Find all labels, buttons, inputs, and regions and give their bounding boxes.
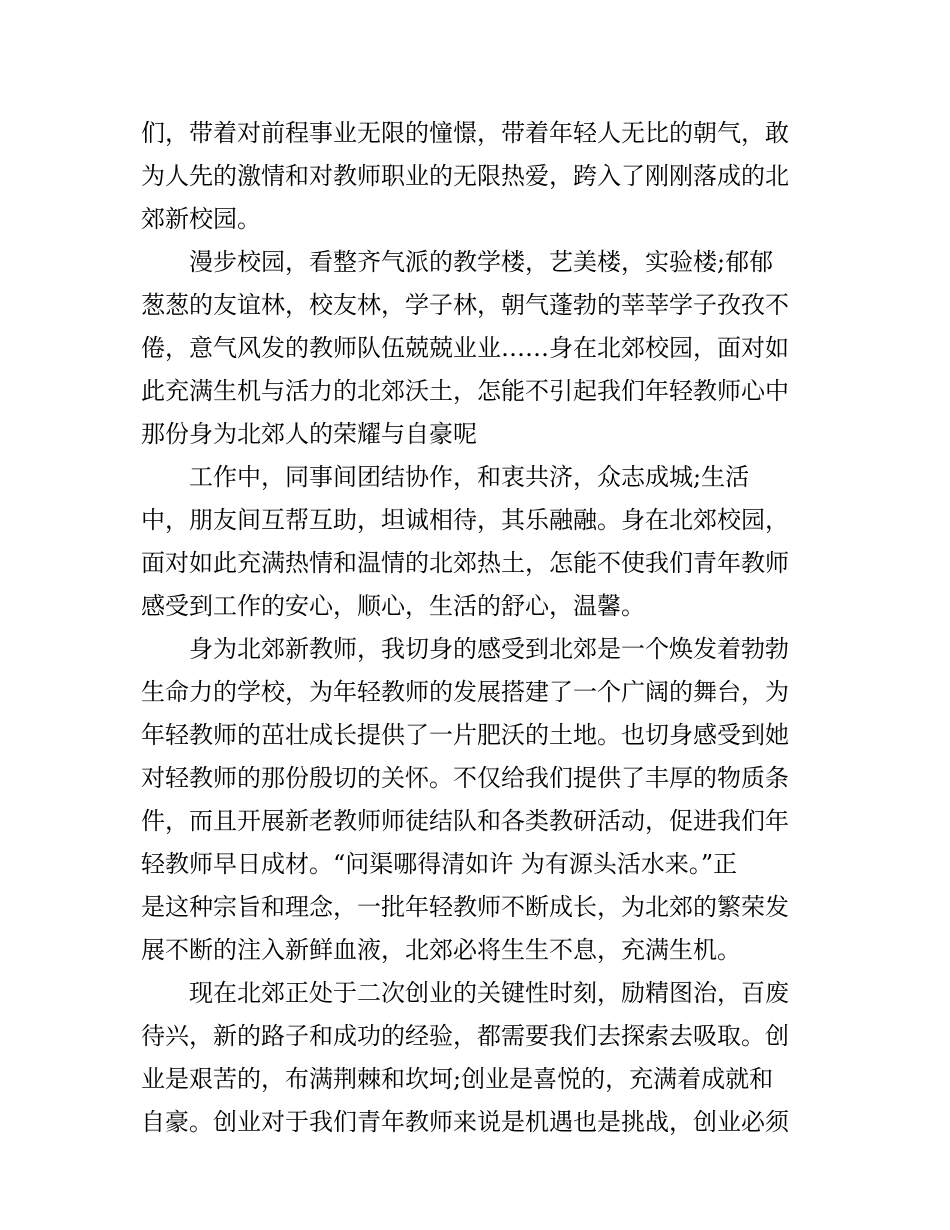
text-line: 轻教师早日成材。“问渠哪得清如许 为有源头活水来。”正 — [141, 850, 738, 878]
text-line: 为人先的激情和对教师职业的无限热爱，跨入了刚刚落成的北 — [141, 162, 789, 190]
text-line: 业是艰苦的，布满荆棘和坎坷;创业是喜悦的，充满着成就和 — [141, 1065, 774, 1093]
text-line: 件，而且开展新老教师师徒结队和各类教研活动，促进我们年 — [141, 807, 789, 835]
paragraph — [141, 112, 813, 241]
text-line: 们，带着对前程事业无限的憧憬，带着年轻人无比的朝气，敢 — [141, 119, 789, 147]
text-line: 此充满生机与活力的北郊沃土，怎能不引起我们年轻教师心中 — [141, 377, 789, 405]
text-line: 工作中，同事间团结协作，和衷共济，众志成城;生活 — [189, 463, 750, 491]
text-line: 生命力的学校，为年轻教师的发展搭建了一个广阔的舞台，为 — [141, 678, 789, 706]
text-line: 那份身为北郊人的荣耀与自豪呢 — [141, 420, 477, 448]
text-line: 现在北郊正处于二次创业的关键性时刻，励精图治，百废 — [189, 979, 789, 1007]
paragraph — [141, 972, 813, 1144]
text-line: 感受到工作的安心，顺心，生活的舒心，温馨。 — [141, 592, 645, 620]
paragraph — [141, 241, 813, 456]
text-line: 葱葱的友谊林，校友林，学子林，朝气蓬勃的莘莘学子孜孜不 — [141, 291, 789, 319]
text-line: 展不断的注入新鲜血液，北郊必将生生不息，充满生机。 — [141, 936, 741, 964]
paragraph — [141, 628, 813, 972]
text-line: 待兴，新的路子和成功的经验，都需要我们去探索去吸取。创 — [141, 1022, 789, 1050]
text-line: 郊新校园。 — [141, 205, 261, 233]
text-line: 对轻教师的那份殷切的关怀。不仅给我们提供了丰厚的物质条 — [141, 764, 789, 792]
text-line: 身为北郊新教师，我切身的感受到北郊是一个焕发着勃勃 — [189, 635, 789, 663]
text-line: 漫步校园，看整齐气派的教学楼，艺美楼，实验楼;郁郁 — [189, 248, 774, 276]
text-line: 中，朋友间互帮互助，坦诚相待，其乐融融。身在北郊校园， — [141, 506, 789, 534]
text-line: 自豪。创业对于我们青年教师来说是机遇也是挑战，创业必须 — [141, 1108, 789, 1136]
paragraph — [141, 456, 813, 628]
text-line: 面对如此充满热情和温情的北郊热土，怎能不使我们青年教师 — [141, 549, 789, 577]
text-line: 年轻教师的茁壮成长提供了一片肥沃的土地。也切身感受到她 — [141, 721, 789, 749]
text-line: 倦，意气风发的教师队伍兢兢业业……身在北郊校园，面对如 — [141, 334, 789, 362]
text-line: 是这种宗旨和理念，一批年轻教师不断成长，为北郊的繁荣发 — [141, 893, 789, 921]
body-text — [141, 112, 813, 1144]
